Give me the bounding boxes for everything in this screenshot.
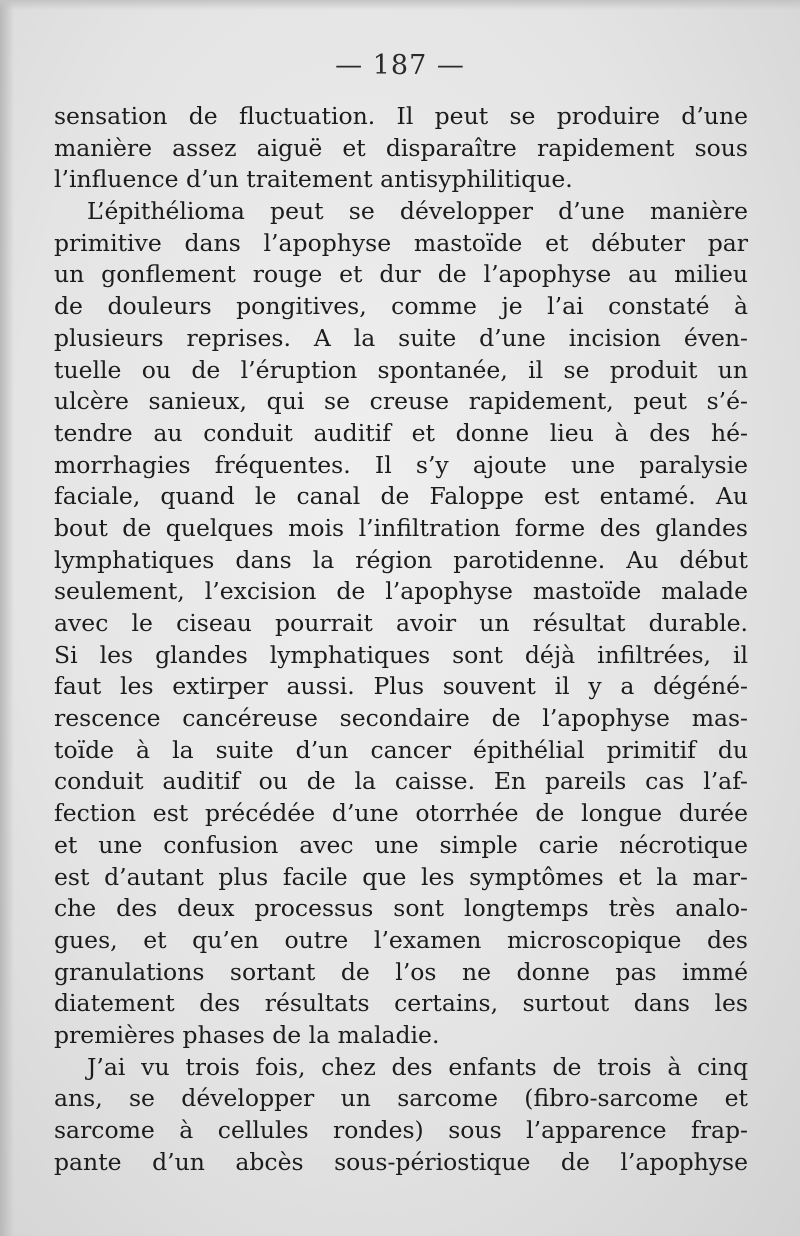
text-line: ans, se développer un sarcome (fibro-sarcome et bbox=[54, 1084, 748, 1113]
text-line: L’épithélioma peut se développer d’une manière bbox=[87, 197, 748, 226]
text-line: tuelle ou de l’éruption spontanée, il se produit un bbox=[54, 355, 748, 384]
page-number: — 187 — bbox=[335, 50, 465, 81]
text-line: bout de quelques mois l’infiltration forme des glandes bbox=[54, 513, 748, 542]
text-line: sensation de fluctuation. Il peut se produire d’une bbox=[54, 102, 748, 130]
text-line: ulcère sanieux, qui se creuse rapidement, peut s’é- bbox=[54, 387, 748, 416]
text-line: plusieurs reprises. A la suite d’une incision éven- bbox=[54, 323, 748, 352]
text-line: diatement des résultats certains, surtout dans les bbox=[54, 989, 748, 1018]
text-line: faciale, quand le canal de Faloppe est entamé. Au bbox=[54, 482, 748, 511]
text-line: rescence cancéreuse secondaire de l’apophyse mas- bbox=[54, 704, 748, 733]
text-line: est d’autant plus facile que les symptômes et la mar- bbox=[54, 862, 748, 891]
text-line: et une confusion avec une simple carie nécrotique bbox=[54, 830, 748, 859]
text-line: sarcome à cellules rondes) sous l’apparence frap- bbox=[54, 1116, 748, 1144]
text-line: J’ai vu trois fois, chez des enfants de trois à cinq bbox=[87, 1052, 748, 1081]
text-line: tendre au conduit auditif et donne lieu à des hé- bbox=[54, 418, 748, 447]
text-line: avec le ciseau pourrait avoir un résultat durable. bbox=[54, 609, 748, 637]
text-line: l’influence d’un traitement antisyphilitique. bbox=[54, 165, 573, 194]
page-shadow-left bbox=[0, 0, 14, 1236]
text-line: seulement, l’excision de l’apophyse mastoïde malade bbox=[54, 577, 748, 606]
text-line: de douleurs pongitives, comme je l’ai constaté à bbox=[54, 292, 748, 321]
text-line: conduit auditif ou de la caisse. En pareils cas l’af- bbox=[54, 767, 748, 796]
text-line: manière assez aiguë et disparaître rapidement sous bbox=[54, 133, 748, 162]
text-line: morrhagies fréquentes. Il s’y ajoute une paralysie bbox=[54, 450, 748, 479]
text-line: fection est précédée d’une otorrhée de longue durée bbox=[54, 799, 748, 828]
text-line: faut les extirper aussi. Plus souvent il y a dégéné- bbox=[54, 672, 748, 701]
text-line: lymphatiques dans la région parotidenne. Au début bbox=[54, 545, 748, 574]
text-line: granulations sortant de l’os ne donne pas immé bbox=[54, 957, 748, 986]
text-line: pante d’un abcès sous-périostique de l’apophyse bbox=[54, 1147, 748, 1176]
text-line: gues, et qu’en outre l’examen microscopique des bbox=[54, 925, 748, 954]
text-line: premières phases de la maladie. bbox=[54, 1020, 440, 1049]
text-line: un gonflement rouge et dur de l’apophyse au milieu bbox=[54, 260, 748, 289]
text-line: Si les glandes lymphatiques sont déjà infiltrées, il bbox=[54, 640, 748, 669]
text-line: che des deux processus sont longtemps très analo- bbox=[54, 894, 748, 923]
body-text bbox=[54, 101, 748, 1178]
text-line: toïde à la suite d’un cancer épithélial primitif du bbox=[54, 735, 748, 764]
text-line: primitive dans l’apophyse mastoïde et débuter par bbox=[54, 228, 748, 257]
page-shadow-top bbox=[0, 0, 800, 10]
